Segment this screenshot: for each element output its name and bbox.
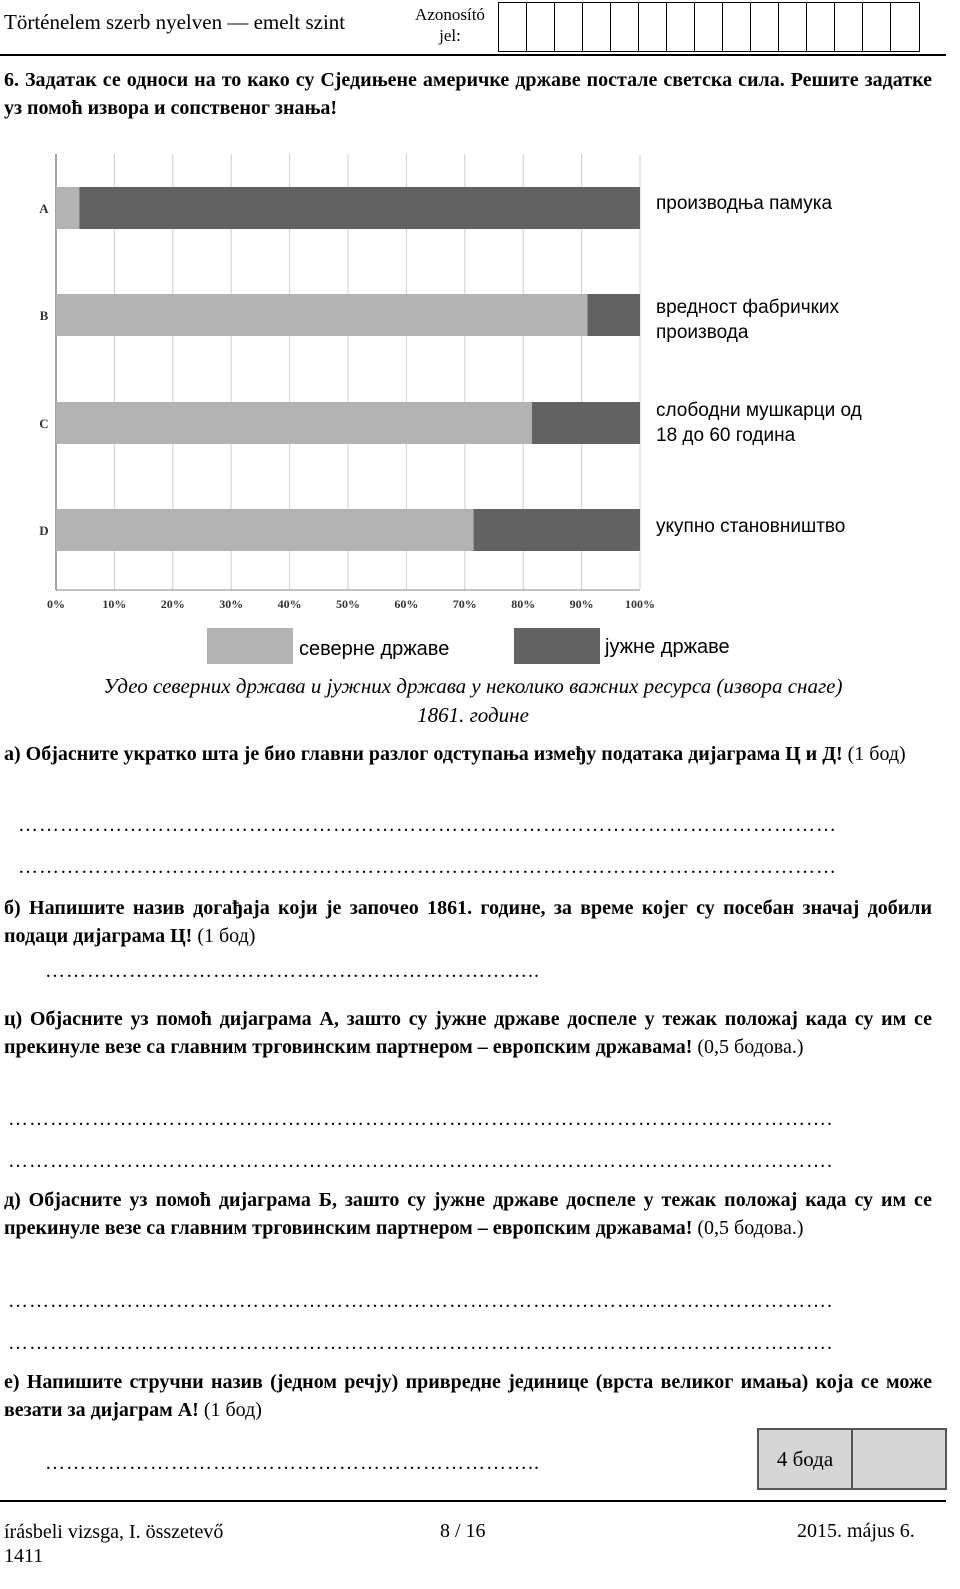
question-d: д) Објасните уз помоћ дијаграма Б, зашто су јужне државе доспеле у тежак положај када су им се прекинуле везе са главним трговинским партнером – европским државама! (0,5 бодова.) [4, 1189, 932, 1239]
x-tick-label: 10% [102, 597, 127, 611]
chart-x-ticks [47, 597, 655, 611]
bar-b-north [56, 294, 587, 336]
id-box[interactable] [835, 3, 863, 51]
id-box[interactable] [555, 3, 583, 51]
category-description-d: укупно становништво [656, 516, 846, 537]
category-description-c: слободни мушкарци од 18 до 60 година [656, 400, 862, 446]
id-box[interactable] [527, 3, 555, 51]
id-box[interactable] [863, 3, 891, 51]
category-label: C [39, 416, 49, 431]
footer-date: 2015. május 6. [797, 1520, 915, 1542]
score-label: 4 бода [759, 1430, 853, 1488]
id-box[interactable] [891, 3, 919, 51]
question-a: а) Објасните укратко шта је био главни разлог одступања између података дијаграма Ц и Д! (1 бод) [4, 743, 906, 765]
id-box[interactable] [723, 3, 751, 51]
chart-caption [0, 672, 946, 730]
footer-exam-part: írásbeli vizsga, I. összetevő [4, 1521, 224, 1543]
x-tick-label: 0% [47, 597, 65, 611]
question-b: б) Напишите назив догађаја који је започео 1861. године, за време којег су посебан значај добили подаци дијаграма Ц! (1 бод) [4, 897, 932, 947]
footer-rule [0, 1500, 946, 1502]
answer-line-c-1[interactable]: ………………………………………………………………………………………………………. [8, 1108, 833, 1130]
footer-code: 1411 [4, 1545, 44, 1567]
score-box [757, 1428, 947, 1490]
id-label-line-1: Azonosító [415, 5, 485, 24]
bar-d-north [56, 509, 474, 551]
x-tick-label: 100% [625, 597, 655, 611]
chart-caption-line-2: 1861. године [417, 703, 529, 727]
answer-line-d-1[interactable]: ………………………………………………………………………………………………………. [8, 1290, 833, 1312]
id-box[interactable] [499, 3, 527, 51]
exam-header-title: Történelem szerb nyelven — emelt szint [4, 10, 346, 34]
id-box[interactable] [583, 3, 611, 51]
id-box[interactable] [695, 3, 723, 51]
x-tick-label: 40% [277, 597, 302, 611]
id-box[interactable] [779, 3, 807, 51]
bar-a-north [56, 187, 79, 229]
category-description-a: производња памука [656, 193, 833, 214]
chart-category-labels [39, 201, 49, 538]
x-tick-label: 80% [511, 597, 536, 611]
x-tick-label: 50% [336, 597, 360, 611]
answer-line-a-1[interactable]: ……………………………………………………………………………………………………… [18, 814, 837, 836]
x-tick-label: 20% [160, 597, 185, 611]
answer-line-b[interactable]: …………………………………………………………….. [45, 960, 540, 982]
answer-line-c-2[interactable]: ………………………………………………………………………………………………………. [8, 1150, 833, 1172]
id-box[interactable] [751, 3, 779, 51]
category-label: A [39, 201, 49, 216]
bar-d-south [474, 509, 640, 551]
x-tick-label: 90% [569, 597, 594, 611]
x-tick-label: 60% [394, 597, 419, 611]
bar-c-south [532, 402, 640, 444]
answer-line-e[interactable]: …………………………………………………………….. [45, 1452, 540, 1474]
answer-line-d-2[interactable]: ………………………………………………………………………………………………………. [8, 1332, 833, 1354]
x-tick-label: 70% [452, 597, 477, 611]
category-description-b: вредност фабричких производа [656, 297, 840, 343]
bar-c-north [56, 402, 532, 444]
score-entry-field[interactable] [853, 1430, 945, 1488]
legend-label-north: северне државе [299, 638, 450, 660]
header-rule [0, 54, 946, 56]
id-box[interactable] [639, 3, 667, 51]
id-code-boxes[interactable] [498, 2, 920, 52]
id-box[interactable] [611, 3, 639, 51]
id-box[interactable] [667, 3, 695, 51]
x-tick-label: 30% [219, 597, 244, 611]
footer-page-number: 8 / 16 [440, 1520, 486, 1542]
category-label: B [39, 308, 49, 323]
legend-swatch-north [207, 628, 293, 664]
task-intro: 6. Задатак се односи на то како су Сједињене америчке државе постале светска сила. Решите задатке уз помоћ извора и сопственог знања! [4, 69, 932, 119]
bar-b-south [587, 294, 640, 336]
id-box[interactable] [807, 3, 835, 51]
legend-swatch-south [514, 628, 600, 664]
chart-caption-line-1: Удео северних држава и јужних држава у неколико важних ресурса (извора снаге) [103, 674, 843, 698]
category-label: D [39, 523, 49, 538]
footer-left [4, 1520, 223, 1568]
question-e: е) Напишите стручни назив (једном речју) привредне јединице (врста великог имања) која се може везати за дијаграм А! (1 бод) [4, 1371, 932, 1421]
question-c: ц) Објасните уз помоћ дијаграма А, зашто су јужне државе доспеле у тежак положај када су им се прекинуле везе са главним трговинским партнером – европским државама! (0,5 бодова.) [4, 1008, 932, 1058]
id-label-line-2: jel: [439, 26, 461, 45]
answer-line-a-2[interactable]: ……………………………………………………………………………………………………… [18, 856, 837, 878]
id-label [410, 4, 490, 46]
legend-label-south: јужне државе [605, 636, 730, 658]
bar-a-south [79, 187, 640, 229]
